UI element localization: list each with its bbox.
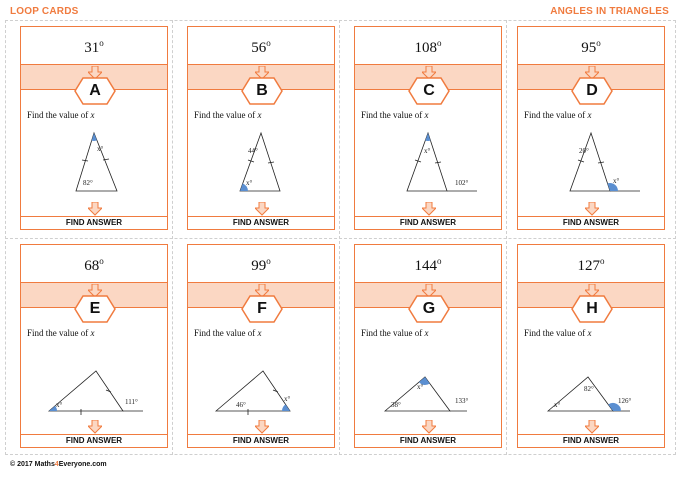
loop-card-d — [517, 26, 665, 230]
triangle-diagram — [355, 123, 501, 205]
triangle-diagram — [188, 341, 334, 423]
card-letter: E — [89, 300, 101, 317]
card-letter: A — [89, 82, 101, 99]
card-letter: H — [586, 300, 598, 317]
triangle-diagram — [21, 341, 167, 423]
answer-value: 127$^o$ — [577, 256, 605, 274]
angle-label: 46° — [236, 401, 246, 409]
find-answer-label: FIND ANSWER — [518, 216, 664, 229]
angle-label: 20° — [579, 147, 589, 155]
topic-title: ANGLES IN TRIANGLES — [550, 6, 669, 17]
angle-label: 133° — [455, 397, 469, 405]
loop-card-h — [517, 244, 665, 448]
triangle-diagram — [355, 341, 501, 423]
cut-line — [5, 238, 676, 239]
loop-card-b — [187, 26, 335, 230]
question-text: Find the value of x — [27, 328, 95, 338]
angle-label: x° — [97, 145, 104, 153]
triangle-diagram — [21, 123, 167, 205]
card-letter-badge — [571, 77, 613, 105]
answer-value: 56$^o$ — [251, 38, 271, 56]
down-arrow-icon — [88, 202, 102, 216]
card-letter: F — [257, 300, 267, 317]
angle-label: x° — [246, 179, 253, 187]
answer-value: 31$^o$ — [84, 38, 104, 56]
loop-cards-title: LOOP CARDS — [10, 6, 79, 17]
angle-label: 82° — [83, 179, 93, 187]
angle-label: x° — [613, 177, 620, 185]
angle-label: 102° — [455, 179, 469, 187]
find-answer-label: FIND ANSWER — [518, 434, 664, 447]
angle-label: 82° — [584, 385, 594, 393]
card-letter-badge — [241, 77, 283, 105]
loop-card-f — [187, 244, 335, 448]
card-letter: D — [586, 82, 598, 99]
triangle-diagram — [188, 123, 334, 205]
card-letter-badge — [241, 295, 283, 323]
answer-value: 99$^o$ — [251, 256, 271, 274]
down-arrow-icon — [422, 420, 436, 434]
find-answer-label: FIND ANSWER — [21, 434, 167, 447]
card-letter-badge — [571, 295, 613, 323]
down-arrow-icon — [585, 202, 599, 216]
card-letter-badge — [408, 295, 450, 323]
angle-label: x° — [284, 395, 291, 403]
copyright: © 2017 Maths4Everyone.com — [10, 461, 107, 468]
angle-label: 111° — [125, 398, 138, 406]
question-text: Find the value of x — [27, 110, 95, 120]
question-text: Find the value of x — [524, 110, 592, 120]
down-arrow-icon — [422, 202, 436, 216]
loop-card-c — [354, 26, 502, 230]
down-arrow-icon — [88, 420, 102, 434]
card-letter-badge — [74, 77, 116, 105]
question-text: Find the value of x — [361, 110, 429, 120]
triangle-diagram — [518, 123, 664, 205]
angle-label: x° — [424, 147, 431, 155]
find-answer-label: FIND ANSWER — [188, 434, 334, 447]
question-text: Find the value of x — [361, 328, 429, 338]
angle-label: x° — [56, 401, 63, 409]
loop-card-e — [20, 244, 168, 448]
answer-value: 68$^o$ — [84, 256, 104, 274]
down-arrow-icon — [255, 420, 269, 434]
answer-value: 95$^o$ — [581, 38, 601, 56]
angle-label: x° — [417, 383, 424, 391]
angle-label: 38° — [391, 401, 401, 409]
find-answer-label: FIND ANSWER — [355, 216, 501, 229]
card-letter-badge — [74, 295, 116, 323]
triangle-diagram — [518, 341, 664, 423]
find-answer-label: FIND ANSWER — [188, 216, 334, 229]
answer-value: 108$^o$ — [414, 38, 442, 56]
question-text: Find the value of x — [194, 328, 262, 338]
down-arrow-icon — [255, 202, 269, 216]
card-letter-badge — [408, 77, 450, 105]
find-answer-label: FIND ANSWER — [355, 434, 501, 447]
angle-label: 44° — [248, 147, 258, 155]
unknown-angle-shade — [282, 404, 290, 411]
question-text: Find the value of x — [194, 110, 262, 120]
find-answer-label: FIND ANSWER — [21, 216, 167, 229]
loop-card-a — [20, 26, 168, 230]
angle-label: 126° — [618, 397, 632, 405]
answer-value: 144$^o$ — [414, 256, 442, 274]
card-letter: B — [256, 82, 268, 99]
card-letter: G — [422, 300, 436, 317]
down-arrow-icon — [585, 420, 599, 434]
angle-label: x° — [554, 401, 561, 409]
loop-card-g — [354, 244, 502, 448]
question-text: Find the value of x — [524, 328, 592, 338]
card-letter: C — [423, 82, 435, 99]
